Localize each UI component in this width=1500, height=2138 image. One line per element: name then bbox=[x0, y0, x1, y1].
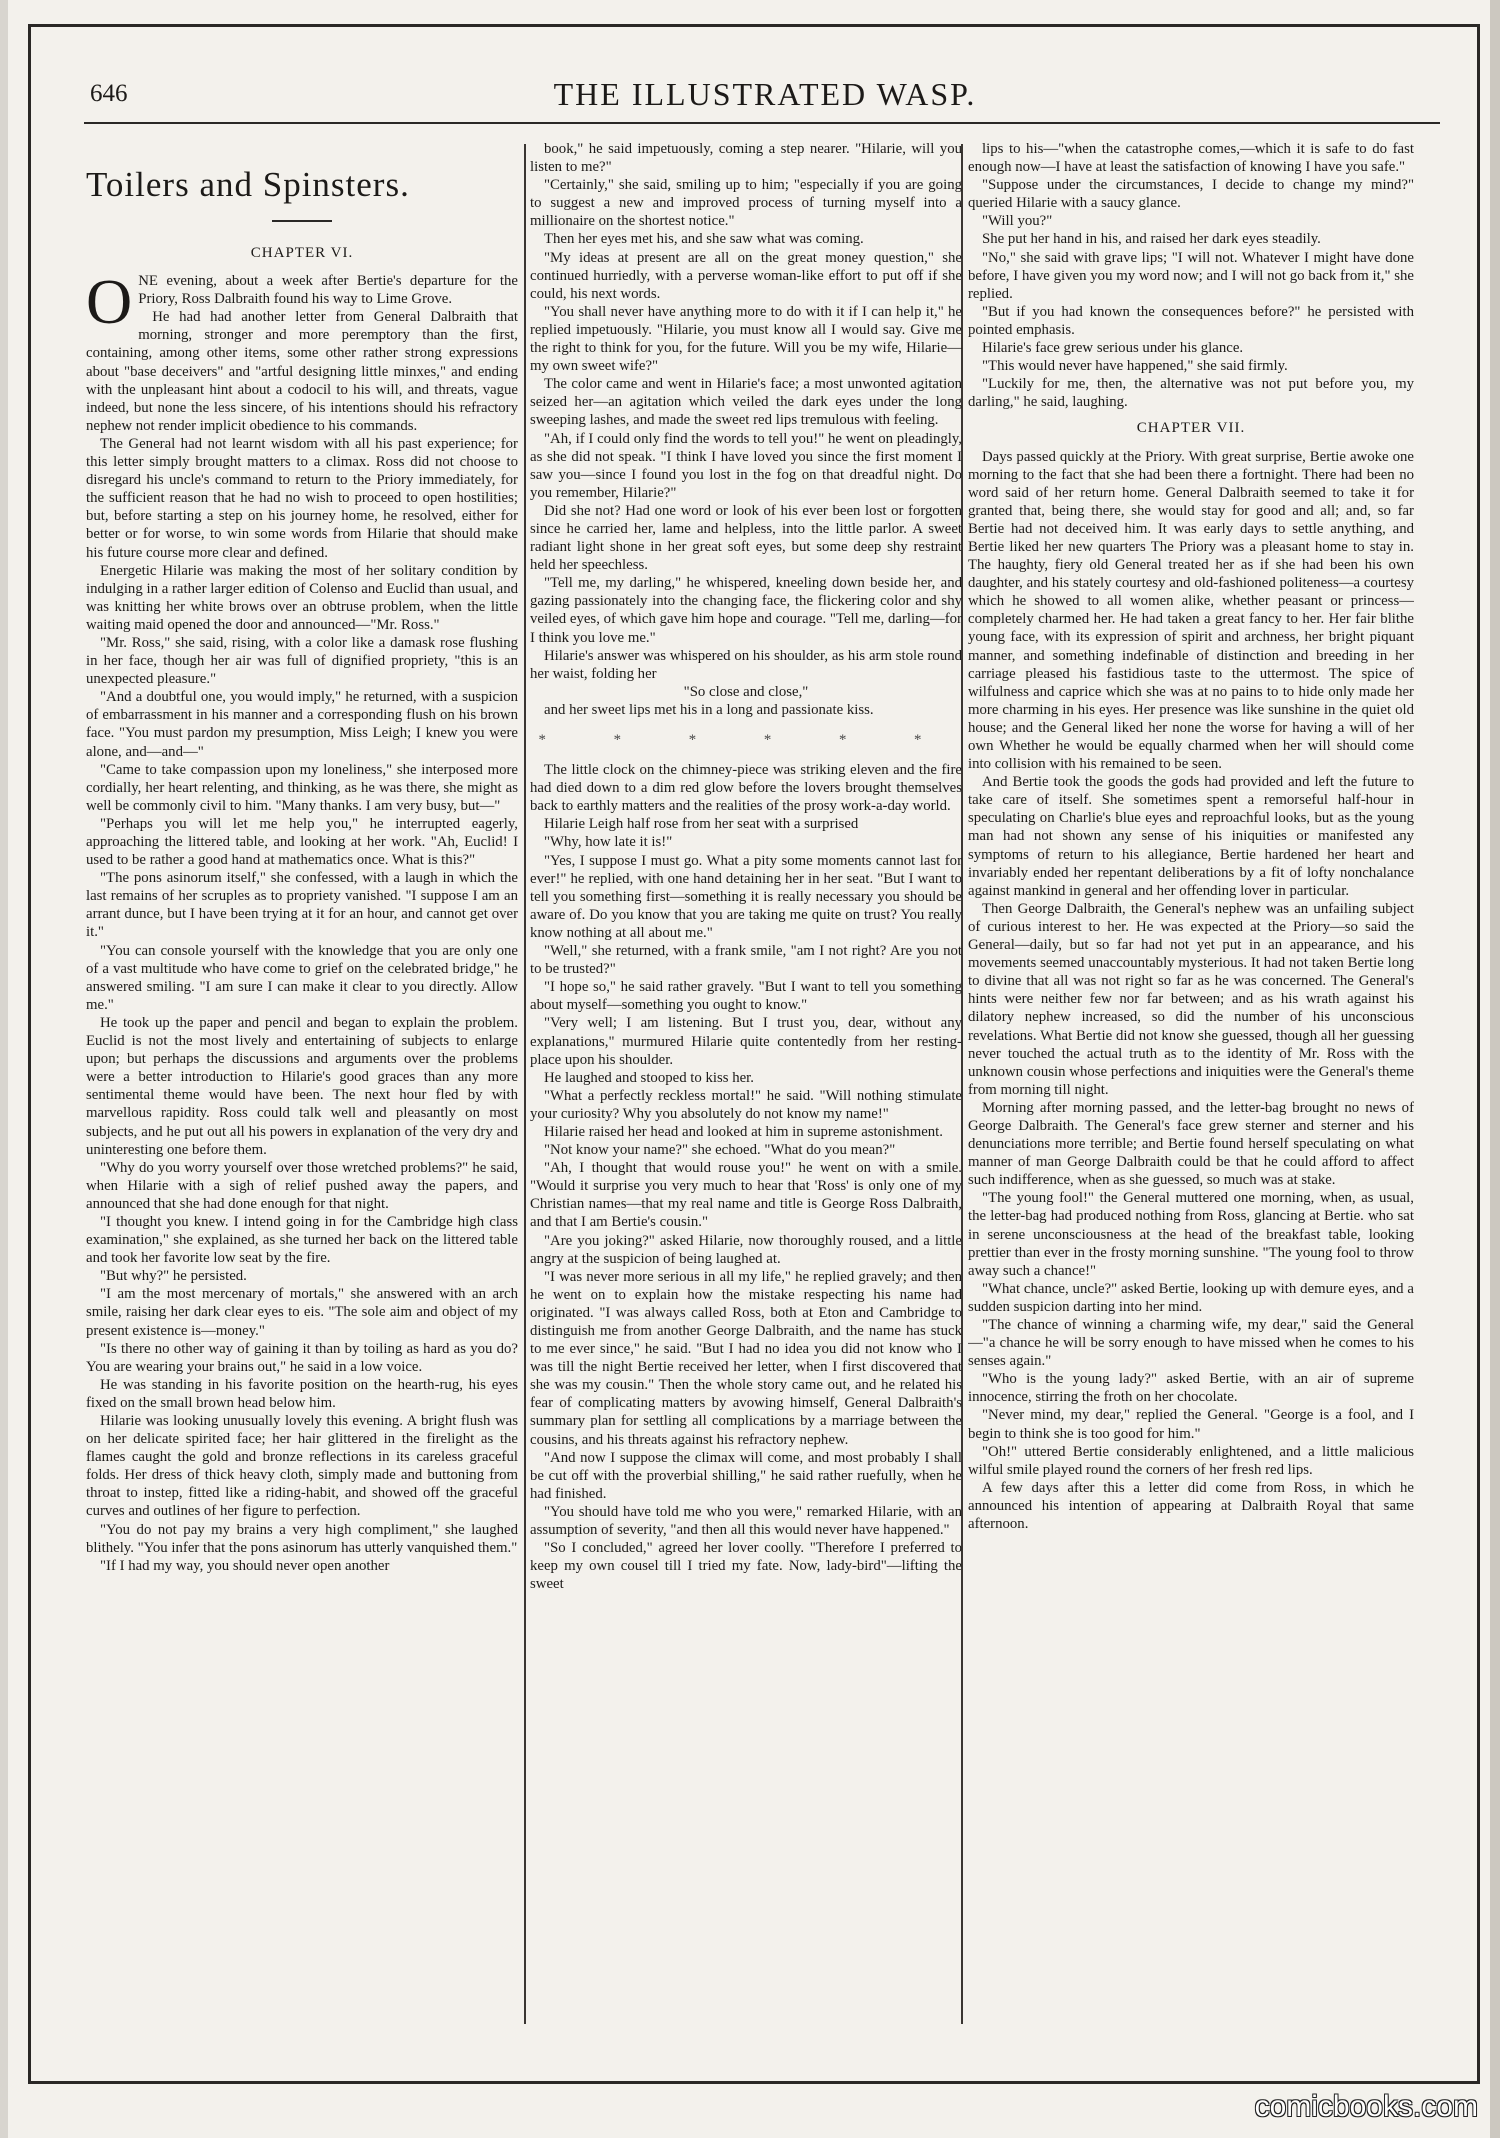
paragraph: "So close and close," bbox=[683, 683, 809, 700]
paragraph: A few days after this a letter did come from Ross, in which he announced his intention of appearing at Dalbraith Royal that same afternoon. bbox=[968, 1479, 1414, 1533]
paragraph: "If I had my way, you should never open another bbox=[100, 1557, 390, 1574]
paragraph: "Who is the young lady?" asked Bertie, with an air of supreme innocence, stirring the froth on her chocolate. bbox=[968, 1371, 1414, 1406]
paragraph: Days passed quickly at the Priory. With great surprise, Bertie awoke one morning to the fact that she had been there a fortnight. There had been no word said of her return home. General Dalbraith seemed to take it for granted that, being there, she would stay for good and all; and, so far Bertie had not deceived him. It was early days to settle anything, and Bertie liked her new quarters The Priory was a pleasant home to stay in. The haughty, fiery old General treated her as if she had been his own daughter, and his stately courtesy and old-fashioned politeness—a courtesy which he showed to all women alike, whether peasant or princess—completely charmed her. He had taken a great fancy to her. Her fair blithe young face, with its expression of spirit and archness, her bright piquant manner, and something indefinable of distinction and breeding in her carriage pleased his fastidious taste to the uttermost. The spice of wilfulness and caprice which she was at no pains to to hide only made her more charming in his eyes. Her presence was like sunshine in the quiet old house; and the General liked her none the worse for having a will of her own Whether he would be equally charmed when her will should come into collision with his remained to be seen. bbox=[968, 448, 1414, 773]
chapter-heading: CHAPTER VI. bbox=[250, 245, 354, 261]
masthead: THE ILLUSTRATED WASP. bbox=[553, 76, 977, 112]
drop-cap: O bbox=[86, 266, 133, 338]
paragraph: "Yes, I suppose I must go. What a pity some moments cannot last for ever!" he replied, with one hand detaining her in her seat. "But I want to tell you something first—something it is really necessary you should be aware of. Do you know that you are taking me quite on trust? You really know nothing at all about me." bbox=[530, 852, 962, 941]
paragraph: Then George Dalbraith, the General's nephew was an unfailing subject of curious interest to her. He was expected at the Priory—so said the General—daily, but so far had not yet put in an appearance, and his movements seemed unaccountably mysterious. It had not taken Bertie long to divine that all was not right so far as he was concerned. The General's hints were neither few nor far between; and as his wrath against his dilatory nephew increased, so did the number of his unconscious revelations. What Bertie did not know she guessed, though all her guessing never touched the actual truth as to the identity of Mr. Ross with the unknown cousin whose perfections and iniquities were the General's theme from morning till night. bbox=[968, 900, 1414, 1098]
page-edge bbox=[0, 0, 8, 2138]
paragraph: "Ah, if I could only find the words to tell you!" he went on pleadingly, as she did not speak. "I think I have loved you since the first moment I saw you—since I found you lost in the fog on that dreadful night. Do you remember, Hilarie?" bbox=[530, 430, 962, 501]
paragraph: Then her eyes met his, and she saw what was coming. bbox=[544, 231, 864, 248]
paragraph: Did she not? Had one word or look of his ever been lost or forgotten since he carried her, lame and helpless, into the little parlor. A sweet radiant light shone in her great soft eyes, but some deep shy restraint held her speechless. bbox=[530, 502, 962, 574]
paragraph: "Are you joking?" asked Hilarie, now thoroughly roused, and a little angry at the suspicion of being laughed at. bbox=[530, 1232, 962, 1267]
paragraph-text: NE evening, about a week after Bertie's departure for the Priory, Ross Dalbraith found his way to Lime Grove. bbox=[138, 273, 518, 308]
column-3 bbox=[968, 140, 1414, 2030]
page-number: 646 bbox=[90, 80, 128, 107]
paragraph: and her sweet lips met his in a long and passionate kiss. bbox=[544, 701, 874, 718]
paragraph: "And now I suppose the climax will come, and most probably I shall be cut off with the proverbial shilling," he said rather ruefully, when he had finished. bbox=[530, 1449, 962, 1502]
column-3-body-continued bbox=[968, 448, 1414, 1534]
paragraph: "But why?" he persisted. bbox=[100, 1268, 247, 1285]
section-break: * * * * * * bbox=[538, 732, 954, 748]
paragraph: "I thought you knew. I intend going in for the Cambridge high class examination," she explained, as she turned her back on the littered table and took her favorite low seat by the fire. bbox=[86, 1213, 518, 1267]
paragraph: "I hope so," he said rather gravely. "But I want to tell you something about myself—something you ought to know." bbox=[530, 979, 962, 1014]
paragraph: "Tell me, my darling," he whispered, kneeling down beside her, and gazing passionately into the changing face, the flickering color and shy veiled eyes, of which gave him hope and courage. "Tell me, darling—for I think you love me." bbox=[530, 575, 962, 646]
paragraph: "Not know your name?" she echoed. "What do you mean?" bbox=[544, 1142, 896, 1159]
paragraph: He took up the paper and pencil and began to explain the problem. Euclid is not the most lively and entertaining of subjects to enlarge upon; but perhaps the discussions and arguments over the problems were a better introduction to Hilarie's good graces than any more sentimental theme would have been. The next hour fled by with marvellous rapidity. Ross could talk well and pleasantly on most subjects, and he put out all his powers in explanation of the very dry and uninteresting one before them. bbox=[86, 1014, 518, 1158]
column-1-body bbox=[86, 266, 518, 1575]
paragraph: "I am the most mercenary of mortals," she answered with an arch smile, raising her dark clear eyes to eis. "The sole aim and object of my present existence is—money." bbox=[86, 1286, 518, 1339]
paragraph: "Well," she returned, with a frank smile, "am I not right? Are you not to be trusted?" bbox=[530, 943, 962, 978]
paragraph: "Came to take compassion upon my loneliness," she interposed more cordially, her heart relenting, and thinking, as he was there, she might as well be commonly civil to him. "Many thanks. I am very busy, but—" bbox=[86, 761, 518, 814]
paragraph: "Very well; I am listening. But I trust you, dear, without any explanations," murmured Hilarie quite contentedly from her resting-place upon his shoulder. bbox=[530, 1015, 962, 1068]
paragraph: Morning after morning passed, and the letter-bag brought no news of George Dalbraith. The General's face grew sterner and sterner and his denunciations more terrible; and Bertie found herself speculating on what manner of man George Dalbraith could be that he could afford to affect such indifference, when as she guessed, so much was at stake. bbox=[968, 1099, 1414, 1189]
chapter-heading: CHAPTER VII. bbox=[1136, 420, 1246, 437]
paragraph: "What chance, uncle?" asked Bertie, looking up with demure eyes, and a sudden suspicion darting into her mind. bbox=[968, 1280, 1414, 1315]
paragraph: book," he said impetuously, coming a step nearer. "Hilarie, will you listen to me?" bbox=[530, 141, 962, 176]
paragraph: He had had another letter from General Dalbraith that morning, stronger and more peremptory than the first, containing, among other items, some other rather strong expressions about "base deceivers" and "artful designing little minxes," and ending with the unpleasant hint about a codocil to his will, and threats, vague indeed, but none the less sincere, of his intentions should his refractory nephew not render implicit obedience to his commands. bbox=[86, 309, 518, 434]
title-rule bbox=[272, 220, 332, 222]
paragraph: "Perhaps you will let me help you," he interrupted eagerly, approaching the littered table, and looking at her work. "Ah, Euclid! I used to be rather a good hand at mathematics once. What is this?" bbox=[86, 815, 518, 869]
column-divider bbox=[524, 144, 526, 2024]
header-rule bbox=[84, 122, 1440, 124]
paragraph: "Never mind, my dear," replied the General. "George is a fool, and I begin to think she is too good for him." bbox=[968, 1407, 1414, 1442]
paragraph: "But if you had known the consequences before?" he persisted with pointed emphasis. bbox=[968, 303, 1414, 338]
column-1 bbox=[86, 140, 518, 2022]
paragraph: "Oh!" uttered Bertie considerably enlightened, and a little malicious wilful smile played round the corners of her fresh red lips. bbox=[968, 1443, 1414, 1478]
paragraph: "The pons asinorum itself," she confessed, with a laugh in which the last remains of her scruples as to propriety vanished. "I suppose I am an arrant dunce, but I have been trying at it for an hour, and cannot get over it." bbox=[86, 870, 518, 941]
paragraph: "So I concluded," agreed her lover coolly. "Therefore I preferred to keep my own cousel till I tried my fate. Now, lady-bird"—lifting the sweet bbox=[530, 1540, 962, 1593]
paragraph: "I was never more serious in all my life," he replied gravely; and then he went on to explain how the mistake respecting his name had originated. "I was always called Ross, both at Eton and Cambridge to distinguish me from another George Dalbraith, and the name has stuck to me ever since," he said. "But I had no idea you did not know who I was till the night Bertie received her letter, when I first discovered that she was my cousin." Then the whole story came out, and he related his fear of complicating matters by avowing himself, General Dalbraith's summary plan for settling all complications by a marriage between the cousins, and his threats against his refractory nephew. bbox=[530, 1268, 962, 1448]
page-header bbox=[90, 70, 1440, 118]
paragraph: He laughed and stooped to kiss her. bbox=[544, 1069, 754, 1086]
paragraph: "The young fool!" the General muttered one morning, when, as usual, the letter-bag had produced nothing from Ross, glancing at Bertie. who sat in serene unconsciousness at the head of the breakfast table, looking prettier than ever in the frosty morning sunshine. "The young fool to throw away such a chance!" bbox=[968, 1190, 1414, 1279]
paragraph: "You do not pay my brains a very high compliment," she laughed blithely. "You infer that the pons asinorum has utterly vanquished them." bbox=[86, 1521, 518, 1556]
paragraph: "The chance of winning a charming wife, my dear," said the General—"a chance he will be sorry enough to have missed when he comes to his senses again." bbox=[968, 1317, 1414, 1370]
paragraph: Hilarie's answer was whispered on his shoulder, as his arm stole round her waist, folding her bbox=[530, 647, 962, 682]
paragraph: "My ideas at present are all on the great money question," she continued hurriedly, with a perverse woman-like effort to put off if she could, his next words. bbox=[530, 249, 962, 302]
paragraph: "You shall never have anything more to do with it if I can help it," he replied impetuously. "Hilarie, you must know all I would say. Give me the right to think for you, for the future. Will you be my wife, Hilarie—my own sweet wife?" bbox=[530, 303, 962, 375]
column-2 bbox=[530, 140, 962, 2030]
paragraph: "This would never have happened," she said firmly. bbox=[982, 358, 1288, 375]
paragraph: He was standing in his favorite position on the hearth-rug, his eyes fixed on the small brown head below him. bbox=[86, 1376, 518, 1411]
paragraph bbox=[86, 266, 518, 338]
paragraph: Hilarie Leigh half rose from her seat with a surprised bbox=[544, 816, 859, 833]
paragraph: "No," she said with grave lips; "I will not. Whatever I might have done before, I have given you my word now; and I will not go back from it," she replied. bbox=[968, 249, 1414, 302]
paragraph: "What a perfectly reckless mortal!" he said. "Will nothing stimulate your curiosity? Why you absolutely do not know my name!" bbox=[530, 1087, 962, 1122]
paragraph: And Bertie took the goods the gods had provided and left the future to take care of itself. She sometimes spent a remorseful half-hour in speculating on Charlie's blue eyes and reproachful looks, but as the young man had not shown any sense of his iniquities or manifested any symptoms of return to his allegiance, Bertie hardened her heart and invariably ended her repentant deliberations by a fit of lofty nonchalance against mankind in general and her offending lover in particular. bbox=[968, 774, 1414, 899]
paragraph: She put her hand in his, and raised her dark eyes steadily. bbox=[982, 231, 1321, 248]
paragraph: "Luckily for me, then, the alternative was not put before you, my darling," he said, laughing. bbox=[968, 376, 1414, 411]
paragraph: The General had not learnt wisdom with all his past experience; for this letter simply brought matters to a climax. Ross did not choose to disregard his uncle's command to return to the Priory immediately, for the sufficient reason that he had no wish to proceed to open hostilities; but, before starting a step on his journey home, he resolved, either for better or for worse, to win some words from Hilarie that should make his future course more clear and defined. bbox=[86, 435, 518, 561]
paragraph: lips to his—"when the catastrophe comes,—which it is safe to do fast enough now—I have at least the satisfaction of knowing I have you safe." bbox=[968, 141, 1414, 176]
column-3-body bbox=[968, 140, 1414, 411]
paragraph: "Ah, I thought that would rouse you!" he went on with a smile. "Would it surprise you very much to hear that 'Ross' is only one of my Christian names—that my real name and title is George Ross Dalbraith, and that I am Bertie's cousin." bbox=[530, 1160, 962, 1231]
binding-edge bbox=[1490, 0, 1500, 2138]
column-2-body bbox=[530, 140, 962, 1593]
paragraph: "Certainly," she said, smiling up to him; "especially if you are going to suggest a new and improved process of turning myself into a millionaire on the shortest notice." bbox=[530, 177, 962, 230]
paragraph: Energetic Hilarie was making the most of her solitary condition by indulging in a rather larger edition of Colenso and Euclid than usual, and was knitting her white brows over an obtruse problem, when the little waiting maid opened the door and announced—"Mr. Ross." bbox=[86, 562, 518, 633]
paragraph: Hilarie's face grew serious under his glance. bbox=[982, 340, 1244, 357]
paragraph: "Mr. Ross," she said, rising, with a color like a damask rose flushing in her face, though her air was full of dignified propriety, "this is an unexpected pleasure." bbox=[86, 634, 518, 688]
story-title: Toilers and Spinsters. bbox=[86, 165, 410, 204]
paragraph: The little clock on the chimney-piece was striking eleven and the fire had died down to a dim red glow before the lovers brought themselves back to earthly matters and the realities of the prosy work-a-day world. bbox=[530, 762, 962, 815]
paragraph: "Why do you worry yourself over those wretched problems?" he said, when Hilarie with a sigh of relief pushed away the papers, and announced that she had done enough for that night. bbox=[86, 1159, 518, 1212]
paragraph: "Is there no other way of gaining it than by toiling as hard as you do? You are wearing your brains out," he said in a low voice. bbox=[86, 1340, 518, 1375]
paragraph: "You should have told me who you were," remarked Hilarie, with an assumption of severity, "and then all this would never have happened." bbox=[530, 1503, 962, 1539]
paragraph: "You can console yourself with the knowledge that you are only one of a vast multitude who have come to grief on the celebrated bridge," he answered smiling. "I am sure I can make it clear to you directly. Allow me." bbox=[86, 942, 518, 1013]
paragraph: "Why, how late it is!" bbox=[544, 834, 673, 851]
paragraph: "Suppose under the circumstances, I decide to change my mind?" queried Hilarie with a saucy glance. bbox=[968, 177, 1414, 212]
paragraph: "And a doubtful one, you would imply," he returned, with a suspicion of embarrassment in his manner and a corresponding flush on his brown face. "You must pardon my presumption, Miss Leigh; I knew you were alone, and—and—" bbox=[86, 689, 518, 760]
paragraph: Hilarie was looking unusually lovely this evening. A bright flush was on her delicate spirited face; her hair glittered in the firelight as the flames caught the gold and bronze reflections in its careless graceful folds. Her dress of thick heavy cloth, simply made and buttoning from throat to instep, fitted like a riding-habit, and showed off the graceful curves and outlines of her figure to perfection. bbox=[86, 1413, 518, 1520]
paragraph: The color came and went in Hilarie's face; a most unwonted agitation seized her—an agitation which veiled the dark eyes under the long sweeping lashes, and made the sweet red lips tremulous with feeling. bbox=[530, 376, 962, 429]
watermark: comicbooks.com bbox=[1254, 2090, 1478, 2123]
paragraph: "Will you?" bbox=[982, 213, 1053, 230]
paragraph: Hilarie raised her head and looked at him in supreme astonishment. bbox=[544, 1123, 943, 1140]
